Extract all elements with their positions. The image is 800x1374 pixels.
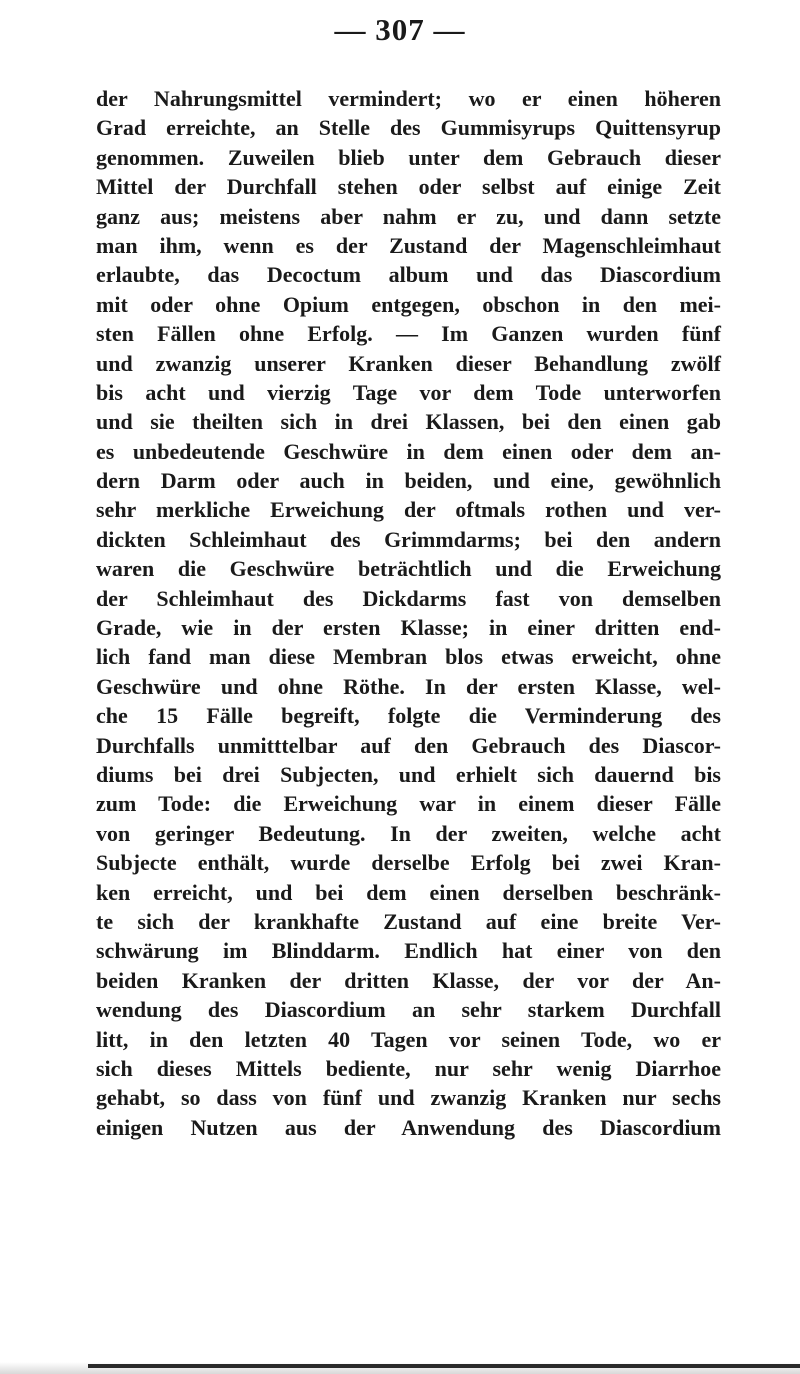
text-line: wendung des Diascordium an sehr starkem Durchfall: [96, 997, 721, 1023]
text-line: waren die Geschwüre beträchtlich und die Erweichung: [96, 556, 721, 582]
text-line: mit oder ohne Opium entgegen, obschon in den mei-: [96, 291, 721, 317]
text-line: und zwanzig unserer Kranken dieser Behandlung zwölf: [96, 350, 721, 376]
text-line: che 15 Fälle begreift, folgte die Verminderung des: [96, 703, 721, 729]
scan-edge-bar: [88, 1364, 800, 1368]
text-line: genommen. Zuweilen blieb unter dem Gebrauch dieser: [96, 144, 721, 170]
text-line: Durchfalls unmitttelbar auf den Gebrauch des Diascor-: [96, 732, 721, 758]
text-line: sich dieses Mittels bediente, nur sehr wenig Diarrhoe: [96, 1055, 721, 1081]
text-line: sten Fällen ohne Erfolg. — Im Ganzen wurden fünf: [96, 321, 721, 347]
text-line: Geschwüre und ohne Röthe. In der ersten Klasse, wel-: [96, 673, 721, 699]
text-line: erlaubte, das Decoctum album und das Diascordium: [96, 262, 721, 288]
text-line: es unbedeutende Geschwüre in dem einen oder dem an-: [96, 438, 721, 464]
text-line: dickten Schleimhaut des Grimmdarms; bei den andern: [96, 526, 721, 552]
text-line: lich fand man diese Membran blos etwas erweicht, ohne: [96, 644, 721, 670]
text-line: der Nahrungsmittel vermindert; wo er einen höheren: [96, 86, 721, 111]
text-line: ken erreicht, und bei dem einen derselben beschränk-: [96, 879, 721, 905]
text-line: gehabt, so dass von fünf und zwanzig Kranken nur sechs: [96, 1085, 721, 1111]
text-line: diums bei drei Subjecten, und erhielt sich dauernd bis: [96, 761, 721, 787]
text-line: Mittel der Durchfall stehen oder selbst auf einige Zeit: [96, 174, 721, 200]
text-line: und sie theilten sich in drei Klassen, bei den einen gab: [96, 409, 721, 435]
text-line: Subjecte enthält, wurde derselbe Erfolg bei zwei Kran-: [96, 850, 721, 876]
text-line: man ihm, wenn es der Zustand der Magenschleimhaut: [96, 232, 721, 258]
text-line: zum Tode: die Erweichung war in einem dieser Fälle: [96, 791, 721, 817]
text-line: der Schleimhaut des Dickdarms fast von demselben: [96, 585, 721, 611]
text-line: von geringer Bedeutung. In der zweiten, welche acht: [96, 820, 721, 846]
text-line: ganz aus; meistens aber nahm er zu, und dann setzte: [96, 203, 721, 229]
text-line: te sich der krankhafte Zustand auf eine breite Ver-: [96, 908, 721, 934]
text-line: schwärung im Blinddarm. Endlich hat einer von den: [96, 938, 721, 964]
text-line: Grad erreichte, an Stelle des Gummisyrups Quittensyrup: [96, 115, 721, 141]
body-text: [96, 84, 721, 1142]
page-number: — 307 —: [334, 12, 466, 47]
text-line: sehr merkliche Erweichung der oftmals rothen und ver-: [96, 497, 721, 523]
text-line: litt, in den letzten 40 Tagen vor seinen Tode, wo er: [96, 1026, 721, 1052]
text-line: dern Darm oder auch in beiden, und eine, gewöhnlich: [96, 468, 721, 494]
text-line: Grade, wie in der ersten Klasse; in einer dritten end-: [96, 615, 721, 641]
text-line: bis acht und vierzig Tage vor dem Tode unterworfen: [96, 379, 721, 405]
text-line: einigen Nutzen aus der Anwendung des Diascordium: [96, 1114, 721, 1140]
text-line: beiden Kranken der dritten Klasse, der vor der An-: [96, 967, 721, 993]
